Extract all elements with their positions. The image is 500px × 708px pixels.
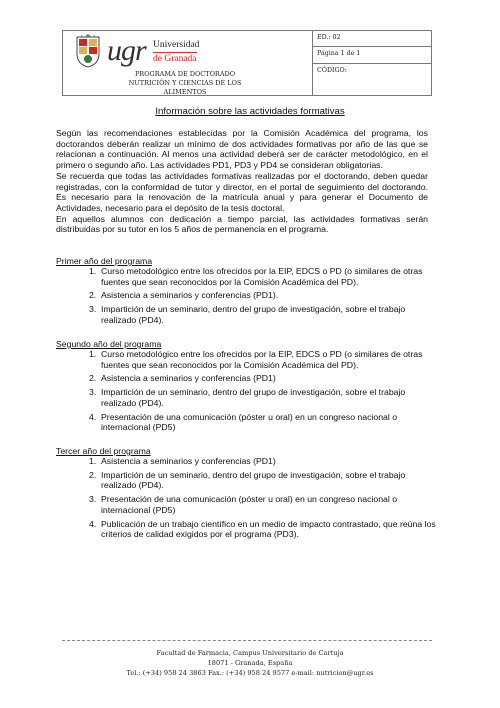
header-divider [312, 46, 431, 47]
page-title: Información sobre las actividades formativas [155, 106, 345, 117]
university-name: Universidad de Granada [153, 40, 200, 64]
list-item: 1. Curso metodológico entre los ofrecidos por la EIP, EDCS o PD (o similares de otras fuentes que sean reconocidos por la Comisión Académica del PD). [89, 349, 423, 370]
program-name: PROGRAMA DE DOCTORADO NUTRICIÓN Y CIENCIAS DE LOS ALIMENTOS [128, 70, 242, 96]
section-heading: Tercer año del programa [56, 446, 151, 456]
list-item: 1. Curso metodológico entre los ofrecidos por la EIP, EDCS o PD (o similares de otras fuentes que sean reconocidos por la Comisión Académica del PD). [89, 266, 423, 287]
section-heading: Segundo año del programa [56, 339, 162, 349]
footer-city: 18071 - Granada, España [207, 659, 293, 667]
list-item: 3. Impartición de un seminario, dentro del grupo de investigación, sobre el trabajo realizado (PD4). [89, 387, 406, 408]
edition-label: ED.: 02 [317, 34, 341, 41]
list-item: 2. Impartición de un seminario, dentro del grupo de investigación, sobre el trabajo realizado (PD4). [89, 469, 406, 491]
code-label: CÓDIGO: [317, 67, 347, 74]
intro-paragraph: Se recuerda que todas las actividades formativas realizadas por el doctorando, deben quedar registradas, con la conformidad de tutor y director, en el portal de seguimiento del doctorando. Es necesario para la renovación de la matrícula anual y para generar el Documento de Actividades, necesario para el depósito de la tesis doctoral. [56, 170, 428, 213]
list-item: 1. Asistencia a seminarios y conferencias (PD1) [89, 456, 276, 466]
university-crest-icon [75, 34, 101, 68]
intro-paragraph: En aquellos alumnos con dedicación a tiempo parcial, las actividades formativas serán distribuidas por su tutor en los 5 años de permanencia en el programa. [56, 213, 428, 235]
list-item: 3. Presentación de una comunicación (póster u oral) en un congreso nacional o internacional (PD5) [89, 494, 398, 515]
footer-divider [62, 640, 432, 641]
list-item: 4. Presentación de una comunicación (póster u oral) en un congreso nacional o internacional (PD5) [89, 411, 398, 433]
list-item: 2. Asistencia a seminarios y conferencias (PD1). [89, 290, 279, 301]
list-item: 2. Asistencia a seminarios y conferencias (PD1) [89, 373, 276, 384]
university-name-line2: de Granada [153, 54, 197, 64]
header-divider [312, 63, 431, 64]
university-logo [71, 34, 306, 68]
logo-wordmark: ugr [107, 34, 146, 67]
section-heading: Primer año del programa [56, 256, 153, 266]
footer-address: Facultad de Farmacia, Campus Universitario de Cartuja [156, 649, 344, 657]
intro-text [56, 128, 428, 235]
document-header [62, 30, 432, 96]
activity-list [56, 349, 436, 436]
intro-paragraph: Según las recomendaciones establecidas por la Comisión Académica del programa, los doctorandos deberán realizar un mínimo de dos actividades formativas por año de las que se relacionan a continuación. Al menos una actividad deberá ser de carácter metodológico, en el primero o segundo año. Las actividades PD1, PD3 y PD4 se consideran obligatorias. [56, 128, 428, 171]
list-item: 3. Impartición de un seminario, dentro del grupo de investigación, sobre el trabajo realizado (PD4). [89, 304, 406, 325]
activity-list [56, 266, 436, 329]
list-item: 4. Publicación de un trabajo científico en un medio de impacto contrastado, que reúna los criterios de calidad exigidos por el programa (PD3). [89, 518, 436, 540]
page-footer [0, 648, 500, 678]
activity-list [56, 456, 436, 543]
footer-contact: Tel.: (+34) 958 24 3863 Fax.: (+34) 958 24 9577 e-mail: nutricion@ugr.es [126, 669, 374, 677]
page-number: Página 1 de 1 [317, 50, 361, 57]
